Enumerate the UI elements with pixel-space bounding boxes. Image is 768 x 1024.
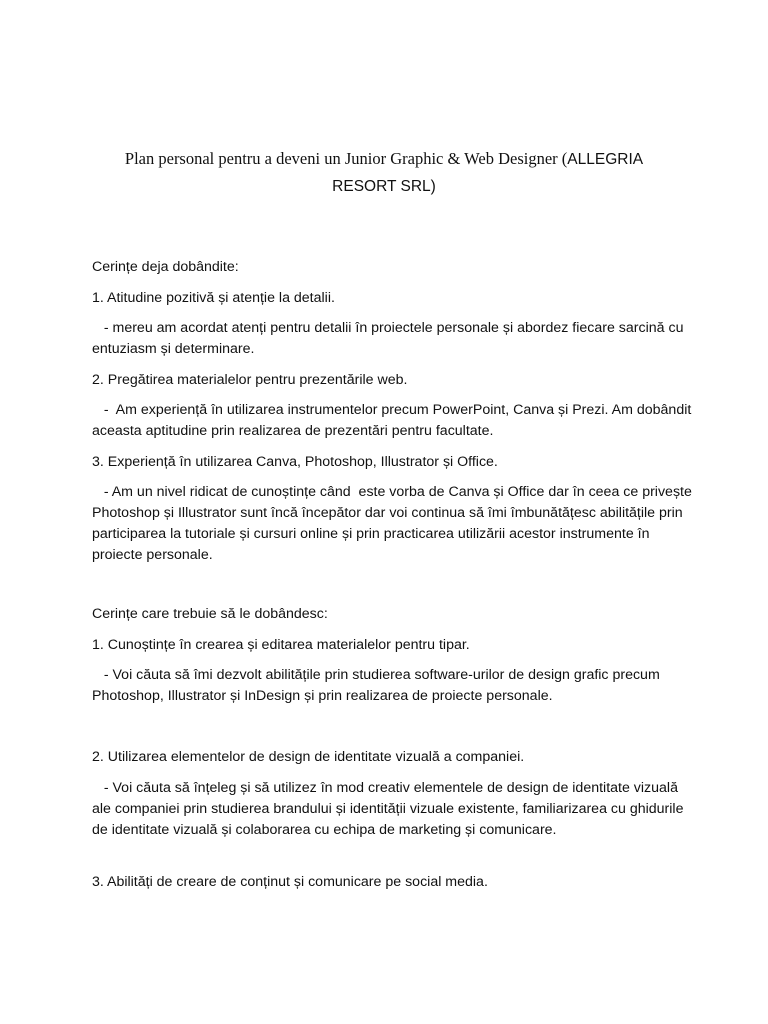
to-acquire-item-3-label: 3. Abilități de creare de conținut și comunicare pe social media. [92,874,488,890]
acquired-item-2-detail: - Am experiență în utilizarea instrumentelor precum PowerPoint, Canva și Prezi. Am dobândit aceasta aptitudine prin realizarea de prezentări pentru facultate. [92,402,696,439]
to-acquire-item-1-detail: - Voi căuta să îmi dezvolt abilitățile prin studierea software-urilor de design grafic precum Photoshop, Illustrator și InDesign și prin realizarea de proiecte personale. [92,667,664,704]
section-heading-acquired: Cerințe deja dobândite: [92,259,239,275]
acquired-item-2-label: 2. Pregătirea materialelor pentru prezentările web. [92,372,408,388]
acquired-item-1-detail: - mereu am acordat atenți pentru detalii în proiectele personale și abordez fiecare sarcină cu entuziasm și determinare. [92,320,688,357]
title-company-part-2: RESORT SRL) [332,178,436,195]
title-serif-part: Plan personal pentru a deveni un Junior Graphic & Web Designer ( [124,149,568,168]
title-company-part-1: ALLEGRIA [567,151,644,168]
to-acquire-item-2-label: 2. Utilizarea elementelor de design de identitate vizuală a companiei. [92,749,525,765]
document-title [80,146,688,200]
acquired-item-3-detail: - Am un nivel ridicat de cunoștințe când este vorba de Canva și Office dar în ceea ce privește Photoshop și Illustrator sunt încă începător dar voi continua să îmi îmbunătățesc abilitățile prin participarea la tutoriale și cursuri online și prin practicarea utilizării acestor instrumente în proiecte personale. [92,484,696,563]
acquired-item-3-label: 3. Experiență în utilizarea Canva, Photoshop, Illustrator și Office. [92,454,498,470]
section-heading-to-acquire: Cerințe care trebuie să le dobândesc: [92,606,328,622]
to-acquire-item-1-label: 1. Cunoștințe în crearea și editarea materialelor pentru tipar. [92,637,470,653]
to-acquire-item-2-detail: - Voi căuta să înțeleg și să utilizez în mod creativ elementele de design de identitate vizuală ale companiei prin studierea brandului și identității vizuale existente, familiarizarea cu ghidurile de identitate vizuală și colaborarea cu echipa de marketing și comunicare. [92,780,688,838]
acquired-item-1-label: 1. Atitudine pozitivă și atenție la detalii. [92,290,335,306]
